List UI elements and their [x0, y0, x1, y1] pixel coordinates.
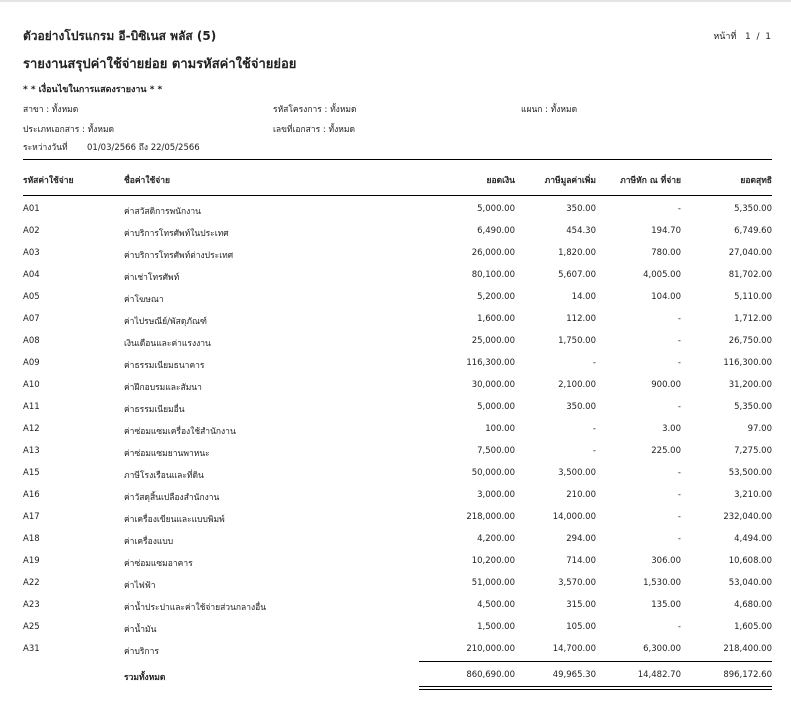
row-wht: 6,300.00 — [643, 644, 681, 654]
row-code: A08 — [23, 336, 40, 346]
row-name: ค่าบริการ — [124, 647, 159, 657]
row-code: A13 — [23, 446, 40, 456]
row-net: 218,400.00 — [723, 644, 772, 654]
row-net: 5,350.00 — [734, 204, 772, 214]
row-wht: 225.00 — [651, 446, 681, 456]
page-separator: / — [756, 32, 760, 42]
totals-double-rule — [419, 686, 772, 690]
page-label: หน้าที่ — [713, 32, 737, 42]
condition-branch: สาขา : ทั้งหมด — [23, 105, 79, 115]
table-row — [0, 617, 791, 639]
row-vat: 2,100.00 — [558, 380, 596, 390]
table-row — [0, 551, 791, 573]
row-net: 7,275.00 — [734, 446, 772, 456]
row-name: ค่าซ่อมแซมอาคาร — [124, 559, 193, 569]
table-row — [0, 595, 791, 617]
row-amount: 10,200.00 — [471, 556, 515, 566]
table-row — [0, 485, 791, 507]
row-code: A09 — [23, 358, 40, 368]
row-vat: 105.00 — [566, 622, 596, 632]
row-name: ค่าซ่อมแซมเครื่องใช้สำนักงาน — [124, 427, 236, 437]
row-amount: 210,000.00 — [466, 644, 515, 654]
row-wht: 3.00 — [662, 424, 681, 434]
row-name: ค่าสวัสดิการพนักงาน — [124, 207, 201, 217]
row-name: ค่าเช่าโทรศัพท์ — [124, 273, 180, 283]
row-vat: 14,000.00 — [552, 512, 596, 522]
row-vat: - — [592, 358, 596, 368]
row-wht: 900.00 — [651, 380, 681, 390]
row-net: 1,605.00 — [734, 622, 772, 632]
table-row — [0, 309, 791, 331]
row-name: ค่าเครื่องแบบ — [124, 537, 174, 547]
row-net: 53,040.00 — [728, 578, 772, 588]
row-wht: 194.70 — [651, 226, 681, 236]
row-name: ค่าน้ำประปาและค่าใช้จ่ายส่วนกลางอื่น — [124, 603, 267, 613]
table-row — [0, 331, 791, 353]
row-amount: 25,000.00 — [471, 336, 515, 346]
row-code: A11 — [23, 402, 40, 412]
table-row — [0, 221, 791, 243]
row-code: A15 — [23, 468, 40, 478]
row-wht: 4,005.00 — [643, 270, 681, 280]
col-header-amount: ยอดเงิน — [486, 176, 515, 186]
row-amount: 6,490.00 — [477, 226, 515, 236]
row-code: A10 — [23, 380, 40, 390]
row-net: 97.00 — [747, 424, 772, 434]
row-name: ค่าโฆษณา — [124, 295, 164, 305]
row-vat: 3,570.00 — [558, 578, 596, 588]
total-amount: 860,690.00 — [466, 670, 515, 680]
row-amount: 51,000.00 — [471, 578, 515, 588]
header-bottom-rule — [23, 195, 772, 196]
row-amount: 5,000.00 — [477, 402, 515, 412]
row-amount: 4,200.00 — [477, 534, 515, 544]
row-vat: - — [592, 424, 596, 434]
table-row — [0, 573, 791, 595]
table-row — [0, 639, 791, 661]
row-amount: 7,500.00 — [477, 446, 515, 456]
col-header-code: รหัสค่าใช้จ่าย — [23, 176, 74, 186]
row-net: 10,608.00 — [728, 556, 772, 566]
condition-department: แผนก : ทั้งหมด — [521, 105, 578, 115]
row-wht: - — [677, 622, 681, 632]
row-name: ค่าธรรมเนียมธนาคาร — [124, 361, 205, 371]
totals-top-rule — [419, 661, 772, 662]
table-row — [0, 199, 791, 221]
row-code: A16 — [23, 490, 40, 500]
row-vat: 14,700.00 — [552, 644, 596, 654]
total-net: 896,172.60 — [723, 670, 772, 680]
report-title: รายงานสรุปค่าใช้จ่ายย่อย ตามรหัสค่าใช้จ่ายย่อย — [23, 57, 297, 72]
table-row — [0, 243, 791, 265]
row-code: A04 — [23, 270, 40, 280]
row-net: 31,200.00 — [728, 380, 772, 390]
row-net: 232,040.00 — [723, 512, 772, 522]
table-row — [0, 287, 791, 309]
table-top-rule — [23, 159, 772, 160]
condition-doc-no: เลขที่เอกสาร : ทั้งหมด — [273, 125, 355, 135]
table-row — [0, 529, 791, 551]
row-name: ภาษีโรงเรือนและที่ดิน — [124, 471, 204, 481]
row-amount: 1,500.00 — [477, 622, 515, 632]
row-net: 3,210.00 — [734, 490, 772, 500]
row-amount: 30,000.00 — [471, 380, 515, 390]
row-wht: - — [677, 314, 681, 324]
table-row — [0, 441, 791, 463]
row-net: 5,110.00 — [734, 292, 772, 302]
col-header-vat: ภาษีมูลค่าเพิ่ม — [544, 176, 596, 186]
row-amount: 3,000.00 — [477, 490, 515, 500]
row-amount: 80,100.00 — [471, 270, 515, 280]
col-header-wht: ภาษีหัก ณ ที่จ่าย — [620, 176, 681, 186]
row-name: ค่าน้ำมัน — [124, 625, 157, 635]
row-code: A12 — [23, 424, 40, 434]
table-row — [0, 507, 791, 529]
row-net: 6,749.60 — [734, 226, 772, 236]
row-wht: - — [677, 358, 681, 368]
row-wht: 306.00 — [651, 556, 681, 566]
row-wht: - — [677, 336, 681, 346]
col-header-name: ชื่อค่าใช้จ่าย — [124, 176, 170, 186]
row-amount: 1,600.00 — [477, 314, 515, 324]
row-net: 4,680.00 — [734, 600, 772, 610]
row-amount: 50,000.00 — [471, 468, 515, 478]
total-wht: 14,482.70 — [637, 670, 681, 680]
row-wht: 1,530.00 — [643, 578, 681, 588]
row-vat: 1,820.00 — [558, 248, 596, 258]
row-net: 26,750.00 — [728, 336, 772, 346]
col-header-net: ยอดสุทธิ — [740, 176, 772, 186]
row-wht: - — [677, 402, 681, 412]
row-name: ค่าไฟฟ้า — [124, 581, 156, 591]
row-name: ค่าเครื่องเขียนและแบบพิมพ์ — [124, 515, 225, 525]
company-name: ตัวอย่างโปรแกรม อี-บิซิเนส พลัส (5) — [23, 29, 217, 43]
row-net: 27,040.00 — [728, 248, 772, 258]
table-row — [0, 375, 791, 397]
condition-date-range: 01/03/2566 ถึง 22/05/2566 — [87, 143, 200, 153]
row-amount: 5,200.00 — [477, 292, 515, 302]
row-code: A07 — [23, 314, 40, 324]
row-code: A19 — [23, 556, 40, 566]
total-vat: 49,965.30 — [552, 670, 596, 680]
row-amount: 116,300.00 — [466, 358, 515, 368]
table-row — [0, 397, 791, 419]
row-name: ค่าไปรษณีย์/พัสดุภัณฑ์ — [124, 317, 207, 327]
row-name: ค่าธรรมเนียมอื่น — [124, 405, 185, 415]
row-name: ค่าบริการโทรศัพท์ในประเทศ — [124, 229, 229, 239]
table-row — [0, 265, 791, 287]
row-net: 53,500.00 — [728, 468, 772, 478]
row-name: ค่าซ่อมแซมยานพาหนะ — [124, 449, 210, 459]
row-wht: - — [677, 534, 681, 544]
row-net: 81,702.00 — [728, 270, 772, 280]
row-code: A31 — [23, 644, 40, 654]
row-code: A22 — [23, 578, 40, 588]
row-wht: 135.00 — [651, 600, 681, 610]
page-number — [713, 29, 771, 43]
row-vat: 3,500.00 — [558, 468, 596, 478]
condition-doc-type: ประเภทเอกสาร : ทั้งหมด — [23, 125, 115, 135]
row-name: ค่าบริการโทรศัพท์ต่างประเทศ — [124, 251, 234, 261]
row-vat: 5,607.00 — [558, 270, 596, 280]
row-wht: - — [677, 490, 681, 500]
expense-table-body — [0, 199, 791, 661]
conditions-title: * * เงื่อนไขในการแสดงรายงาน * * — [23, 85, 163, 95]
row-code: A02 — [23, 226, 40, 236]
row-amount: 5,000.00 — [477, 204, 515, 214]
row-code: A23 — [23, 600, 40, 610]
row-net: 5,350.00 — [734, 402, 772, 412]
row-vat: 294.00 — [566, 534, 596, 544]
row-vat: 350.00 — [566, 204, 596, 214]
row-vat: 714.00 — [566, 556, 596, 566]
row-wht: 104.00 — [651, 292, 681, 302]
row-net: 1,712.00 — [734, 314, 772, 324]
row-code: A25 — [23, 622, 40, 632]
row-amount: 4,500.00 — [477, 600, 515, 610]
totals-label: รวมทั้งหมด — [124, 673, 166, 683]
row-amount: 100.00 — [485, 424, 515, 434]
row-code: A01 — [23, 204, 40, 214]
row-wht: - — [677, 468, 681, 478]
page-current: 1 — [745, 32, 751, 42]
row-amount: 26,000.00 — [471, 248, 515, 258]
row-wht: - — [677, 512, 681, 522]
row-code: A17 — [23, 512, 40, 522]
row-vat: 350.00 — [566, 402, 596, 412]
row-net: 4,494.00 — [734, 534, 772, 544]
row-name: เงินเดือนและค่าแรงงาน — [124, 339, 211, 349]
row-name: ค่าวัสดุสิ้นเปลืองสำนักงาน — [124, 493, 220, 503]
table-row — [0, 463, 791, 485]
row-vat: 112.00 — [566, 314, 596, 324]
row-vat: 14.00 — [571, 292, 596, 302]
row-wht: 780.00 — [651, 248, 681, 258]
table-row — [0, 419, 791, 441]
row-vat: 454.30 — [566, 226, 596, 236]
condition-project: รหัสโครงการ : ทั้งหมด — [273, 105, 357, 115]
row-code: A03 — [23, 248, 40, 258]
condition-date-label: ระหว่างวันที่ — [23, 143, 68, 153]
row-amount: 218,000.00 — [466, 512, 515, 522]
row-code: A18 — [23, 534, 40, 544]
row-code: A05 — [23, 292, 40, 302]
row-vat: 210.00 — [566, 490, 596, 500]
table-row — [0, 353, 791, 375]
row-vat: 315.00 — [566, 600, 596, 610]
row-vat: 1,750.00 — [558, 336, 596, 346]
row-vat: - — [592, 446, 596, 456]
row-wht: - — [677, 204, 681, 214]
row-net: 116,300.00 — [723, 358, 772, 368]
page-total: 1 — [765, 32, 771, 42]
row-name: ค่าฝึกอบรมและสัมนา — [124, 383, 202, 393]
